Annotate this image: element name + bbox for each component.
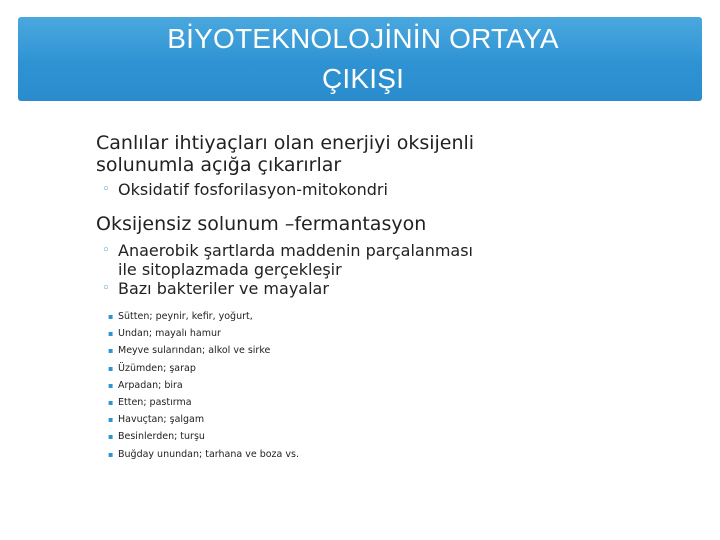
circle-bullet-icon: ◦ <box>102 243 110 258</box>
point-aerobic-line-2: solunumla açığa çıkarırlar <box>96 154 342 176</box>
subpoint-oxidative-text: Oksidatif fosforilasyon-mitokondri <box>118 180 388 199</box>
point-aerobic <box>96 132 696 176</box>
title-line-2: ÇIKIŞI <box>321 63 405 94</box>
list-item: ▪ Meyve sularından; alkol ve sirke <box>96 342 696 359</box>
square-bullet-icon: ▪ <box>108 346 114 356</box>
list-item: ▪ Besinlerden; turşu <box>96 428 696 445</box>
subpoint-oxidative <box>96 180 696 199</box>
subpoint-conditions-line-2: ile sitoplazmada gerçekleşir <box>118 260 342 279</box>
square-bullet-icon: ▪ <box>108 329 114 339</box>
title-banner <box>18 17 702 101</box>
square-bullet-icon: ▪ <box>108 380 114 390</box>
point-anaerobic <box>96 213 696 235</box>
square-bullet-icon: ▪ <box>108 312 114 321</box>
title-line-1: BİYOTEKNOLOJİNİN ORTAYA <box>167 23 559 54</box>
circle-bullet-icon: ◦ <box>102 281 110 296</box>
slide-title <box>148 19 578 99</box>
list-item: ▪ Sütten; peynir, kefir, yoğurt, <box>96 308 696 325</box>
subpoint-bacteria-text: Bazı bakteriler ve mayalar <box>118 279 329 298</box>
list-item: ▪ Undan; mayalı hamur <box>96 325 696 342</box>
square-bullet-icon: ▪ <box>108 415 114 425</box>
list-item: ▪ Arpadan; bira <box>96 377 696 394</box>
slide-content <box>96 132 696 463</box>
subpoint-anaerobic-conditions <box>96 241 696 279</box>
list-item: ▪ Havuçtan; şalgam <box>96 411 696 428</box>
list-item: ▪ Üzümden; şarap <box>96 360 696 377</box>
square-bullet-icon: ▪ <box>108 449 114 459</box>
subpoint-bacteria <box>96 279 696 298</box>
example-list <box>96 308 696 463</box>
point-anaerobic-text: Oksijensiz solunum –fermantasyon <box>96 213 427 235</box>
list-item: ▪ Buğday unundan; tarhana ve boza vs. <box>96 446 696 463</box>
square-bullet-icon: ▪ <box>108 432 114 442</box>
square-bullet-icon: ▪ <box>108 363 114 373</box>
circle-bullet-icon: ◦ <box>102 182 110 197</box>
square-bullet-icon: ▪ <box>108 398 114 408</box>
subpoint-conditions-line-1: Anaerobik şartlarda maddenin parçalanması <box>118 241 473 260</box>
point-aerobic-line-1: Canlılar ihtiyaçları olan enerjiyi oksijenli <box>96 132 475 154</box>
list-item: ▪ Etten; pastırma <box>96 394 696 411</box>
